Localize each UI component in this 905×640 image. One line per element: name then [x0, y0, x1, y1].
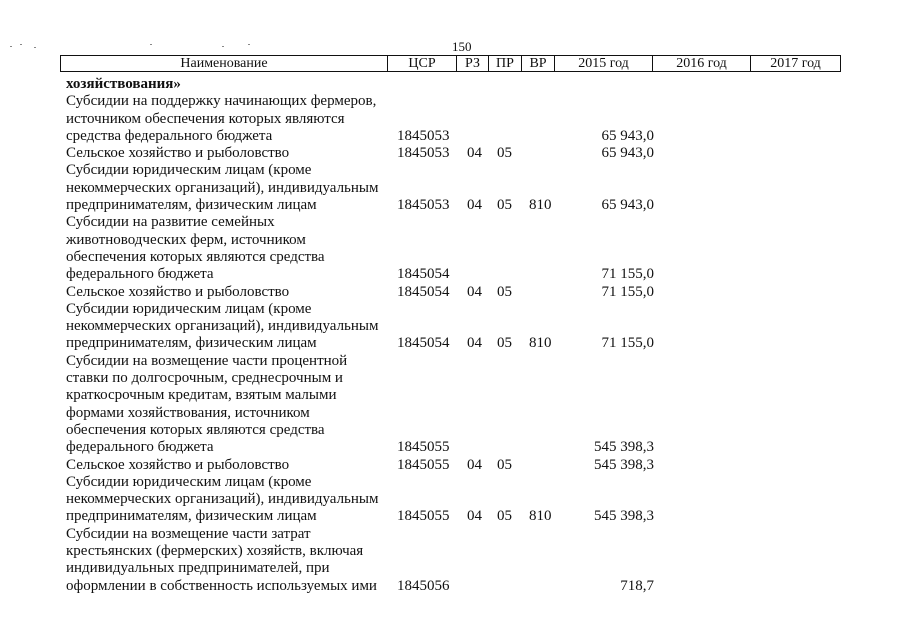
row-2015: 545 398,3 — [594, 508, 654, 525]
row-name: Субсидии на возмещение части процентной ставки по долгосрочным, среднесрочным и краткосрочным кредитам, взятым малыми формами хозяйствования, источником обеспечения которых являются средства федерального бюджета — [66, 352, 348, 456]
row-name: Субсидии юридическим лицам (кроме некоммерческих организаций), индивидуальным предпринимателям, физическим лицам — [66, 162, 379, 214]
scan-speck — [10, 46, 12, 47]
row-name: Субсидии юридическим лицам (кроме некоммерческих организаций), индивидуальным предпринимателям, физическим лицам — [66, 473, 379, 525]
header-2015: 2015 год — [555, 56, 653, 71]
row-2015: 65 943,0 — [601, 145, 654, 162]
row-2015: 65 943,0 — [601, 197, 654, 214]
page-number: 150 — [452, 39, 472, 54]
row-name: Субсидии на развитие семейных животноводческих ферм, источником обеспечения которых являются средства федерального бюджета — [66, 214, 325, 283]
header-pr: ПР — [489, 56, 522, 71]
header-rz: РЗ — [457, 56, 489, 71]
row-csr: 1845056 — [397, 577, 450, 594]
row-vr: 810 — [529, 508, 552, 525]
row-rz: 04 — [467, 335, 482, 352]
table-row — [66, 284, 846, 301]
table-row — [66, 301, 846, 353]
row-vr: 810 — [529, 335, 552, 352]
row-pr: 05 — [497, 145, 512, 162]
row-2015: 65 943,0 — [601, 127, 654, 144]
row-name: Сельское хозяйство и рыболовство — [66, 283, 290, 300]
table-row — [66, 214, 846, 283]
scan-speck — [248, 44, 250, 45]
row-pr: 05 — [497, 508, 512, 525]
row-pr: 05 — [497, 456, 512, 473]
header-name: Наименование — [61, 56, 388, 71]
row-2015: 71 155,0 — [601, 266, 654, 283]
table-row — [66, 353, 846, 457]
table-row — [66, 474, 846, 526]
row-csr: 1845054 — [397, 335, 450, 352]
row-csr: 1845053 — [397, 197, 450, 214]
scan-speck — [20, 44, 22, 45]
scan-speck — [222, 46, 224, 47]
table-row — [66, 457, 846, 474]
row-csr: 1845055 — [397, 439, 450, 456]
row-name: хозяйствования» — [66, 76, 181, 92]
table-row — [66, 162, 846, 214]
row-pr: 05 — [497, 335, 512, 352]
scan-speck — [150, 44, 152, 45]
row-2015: 545 398,3 — [594, 439, 654, 456]
row-rz: 04 — [467, 145, 482, 162]
header-vr: ВР — [522, 56, 555, 71]
row-csr: 1845054 — [397, 266, 450, 283]
row-csr: 1845055 — [397, 456, 450, 473]
row-rz: 04 — [467, 456, 482, 473]
table-body — [66, 76, 846, 595]
table-header — [60, 55, 841, 72]
row-pr: 05 — [497, 283, 512, 300]
row-name: Сельское хозяйство и рыболовство — [66, 456, 290, 473]
table-row — [66, 145, 846, 162]
row-rz: 04 — [467, 283, 482, 300]
table-row — [66, 526, 846, 595]
row-name: Субсидии на поддержку начинающих фермеров, источником обеспечения которых являются средства федерального бюджета — [66, 93, 377, 144]
header-2016: 2016 год — [653, 56, 751, 71]
row-name: Субсидии на возмещение части затрат крестьянских (фермерских) хозяйств, включая индивидуальных предпринимателей, при оформлении в собственность используемых ими — [66, 525, 377, 594]
row-name: Сельское хозяйство и рыболовство — [66, 145, 290, 162]
row-csr: 1845055 — [397, 508, 450, 525]
table-row — [66, 76, 846, 93]
row-csr: 1845053 — [397, 127, 450, 144]
row-csr: 1845053 — [397, 145, 450, 162]
row-vr: 810 — [529, 197, 552, 214]
row-csr: 1845054 — [397, 283, 450, 300]
row-name: Субсидии юридическим лицам (кроме некоммерческих организаций), индивидуальным предпринимателям, физическим лицам — [66, 300, 379, 352]
row-rz: 04 — [467, 197, 482, 214]
row-2015: 71 155,0 — [601, 283, 654, 300]
row-rz: 04 — [467, 508, 482, 525]
header-csr: ЦСР — [388, 56, 457, 71]
row-2015: 718,7 — [620, 577, 654, 594]
row-pr: 05 — [497, 197, 512, 214]
table-row — [66, 93, 846, 145]
row-2015: 71 155,0 — [601, 335, 654, 352]
scan-speck — [34, 47, 36, 48]
header-2017: 2017 год — [770, 56, 821, 71]
row-2015: 545 398,3 — [594, 456, 654, 473]
